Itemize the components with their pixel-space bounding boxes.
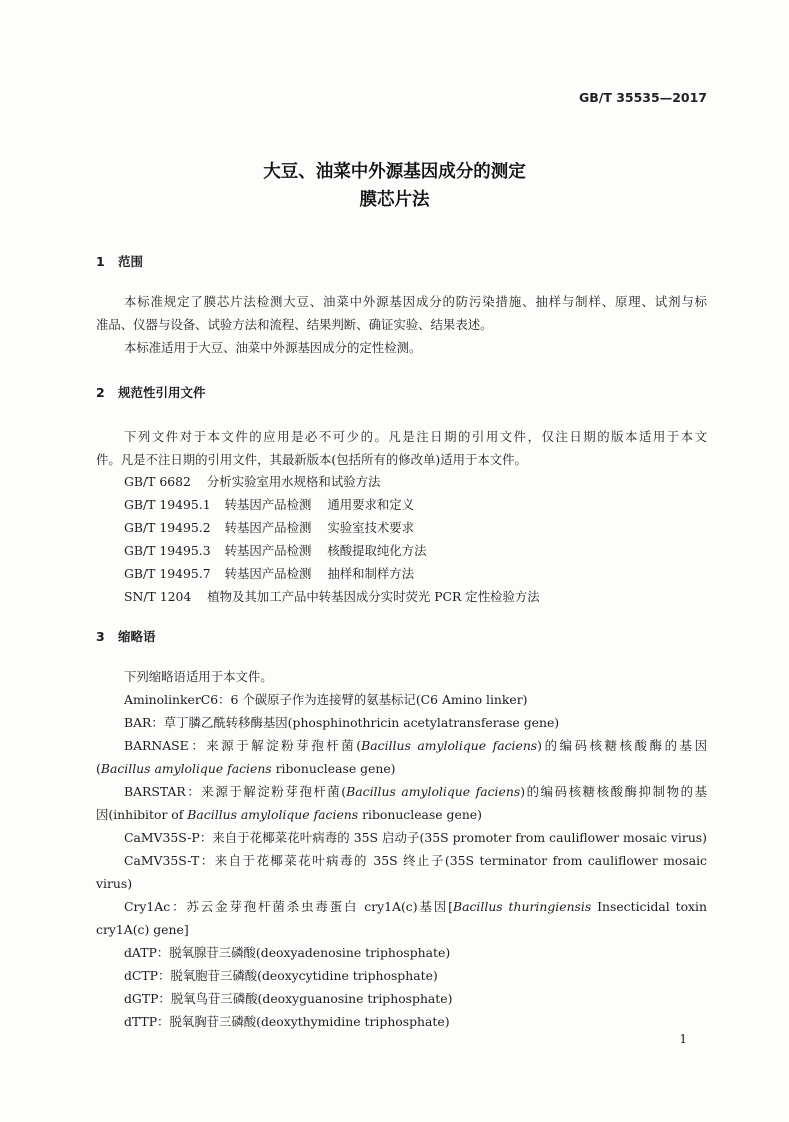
reference-title: 核酸提取纯化方法 — [327, 543, 427, 558]
abbreviation-entry: dTTP：脱氧胸苷三磷酸(deoxythymidine triphosphate) — [124, 1014, 450, 1029]
section-3-heading — [96, 627, 156, 645]
reference-category: 转基因产品检测 — [224, 520, 312, 535]
section-title: 范围 — [118, 254, 144, 269]
reference-title: 分析实验室用水规格和试验方法 — [206, 474, 381, 489]
reference-item — [124, 495, 414, 513]
abbreviation-entry: dATP：脱氧腺苷三磷酸(deoxyadenosine triphosphate) — [124, 945, 451, 960]
abbreviations-intro: 下列缩略语适用于本文件。 — [124, 669, 273, 684]
section-number: 2 — [96, 385, 105, 400]
abbreviation-entry: Cry1Ac：苏云金芽孢杆菌杀虫毒蛋白 cry1A(c)基因[Bacillus thuringiensis Insecticidal toxin — [124, 899, 707, 914]
section-title: 缩略语 — [118, 629, 156, 644]
document-subtitle: 膜芯片法 — [359, 190, 430, 210]
abbreviation-entry: BARNASE：来源于解淀粉芽孢杆菌(Bacillus amylolique faciens)的编码核糖核酸酶的基因 — [124, 738, 707, 753]
section-number: 1 — [96, 254, 105, 269]
scope-paragraph-line: 本标准规定了膜芯片法检测大豆、油菜中外源基因成分的防污染措施、抽样与制样、原理、试剂与标 — [124, 294, 707, 309]
abbreviation-entry: BARSTAR：来源于解淀粉芽孢杆菌(Bacillus amylolique faciens)的编码核糖核酸酶抑制物的基 — [124, 784, 707, 799]
abbreviation-entry-continued: cry1A(c) gene] — [96, 922, 189, 937]
abbreviation-entry: AminolinkerC6：6 个碳原子作为连接臂的氨基标记(C6 Amino linker) — [124, 692, 528, 707]
scope-paragraph-line: 准品、仪器与设备、试验方法和流程、结果判断、确证实验、结果表述。 — [96, 317, 493, 332]
page-number: 1 — [679, 1032, 687, 1046]
reference-item — [124, 518, 414, 536]
abbreviation-entry-continued: 因(inhibitor of Bacillus amylolique faciens ribonuclease gene) — [96, 807, 482, 822]
abbreviation-entry-continued: virus) — [96, 876, 133, 891]
reference-code: GB/T 19495.1 — [124, 497, 211, 512]
abbreviation-entry: dCTP：脱氧胞苷三磷酸(deoxycytidine triphosphate) — [124, 968, 438, 983]
reference-item — [124, 587, 540, 605]
reference-code: GB/T 19495.3 — [124, 543, 211, 558]
abbreviation-entry: CaMV35S-P：来自于花椰菜花叶病毒的 35S 启动子(35S promoter from cauliflower mosaic virus) — [124, 830, 707, 845]
section-1-heading — [96, 252, 143, 270]
reference-code: SN/T 1204 — [124, 589, 192, 604]
section-title: 规范性引用文件 — [118, 385, 206, 400]
reference-item — [124, 472, 380, 490]
reference-category: 转基因产品检测 — [224, 497, 312, 512]
reference-category: 转基因产品检测 — [224, 566, 312, 581]
document-title: 大豆、油菜中外源基因成分的测定 — [263, 162, 526, 182]
reference-title: 植物及其加工产品中转基因成分实时荧光 PCR 定性检验方法 — [207, 589, 540, 604]
reference-item — [124, 564, 414, 582]
abbreviation-entry: BAR：草丁膦乙酰转移酶基因(phosphinothricin acetylatransferase gene) — [124, 715, 560, 730]
reference-code: GB/T 19495.2 — [124, 520, 211, 535]
section-number: 3 — [96, 629, 105, 644]
scope-paragraph: 本标准适用于大豆、油菜中外源基因成分的定性检测。 — [124, 340, 422, 355]
references-intro-line: 下列文件对于本文件的应用是必不可少的。凡是注日期的引用文件，仅注日期的版本适用于本文 — [124, 429, 707, 444]
abbreviation-entry-continued: (Bacillus amylolique faciens ribonuclease gene) — [96, 761, 396, 776]
section-2-heading — [96, 383, 206, 401]
reference-code: GB/T 6682 — [124, 474, 191, 489]
reference-title: 抽样和制样方法 — [327, 566, 415, 581]
abbreviation-entry: dGTP：脱氧鸟苷三磷酸(deoxyguanosine triphosphate) — [124, 991, 453, 1006]
standard-code: GB/T 35535—2017 — [578, 90, 707, 105]
abbreviation-entry: CaMV35S-T：来自于花椰菜花叶病毒的 35S 终止子(35S terminator from cauliflower mosaic — [124, 853, 707, 868]
reference-title: 通用要求和定义 — [327, 497, 415, 512]
reference-category: 转基因产品检测 — [224, 543, 312, 558]
references-intro-line: 件。凡是不注日期的引用文件，其最新版本(包括所有的修改单)适用于本文件。 — [96, 452, 527, 467]
reference-item — [124, 541, 426, 559]
reference-title: 实验室技术要求 — [327, 520, 415, 535]
reference-code: GB/T 19495.7 — [124, 566, 211, 581]
